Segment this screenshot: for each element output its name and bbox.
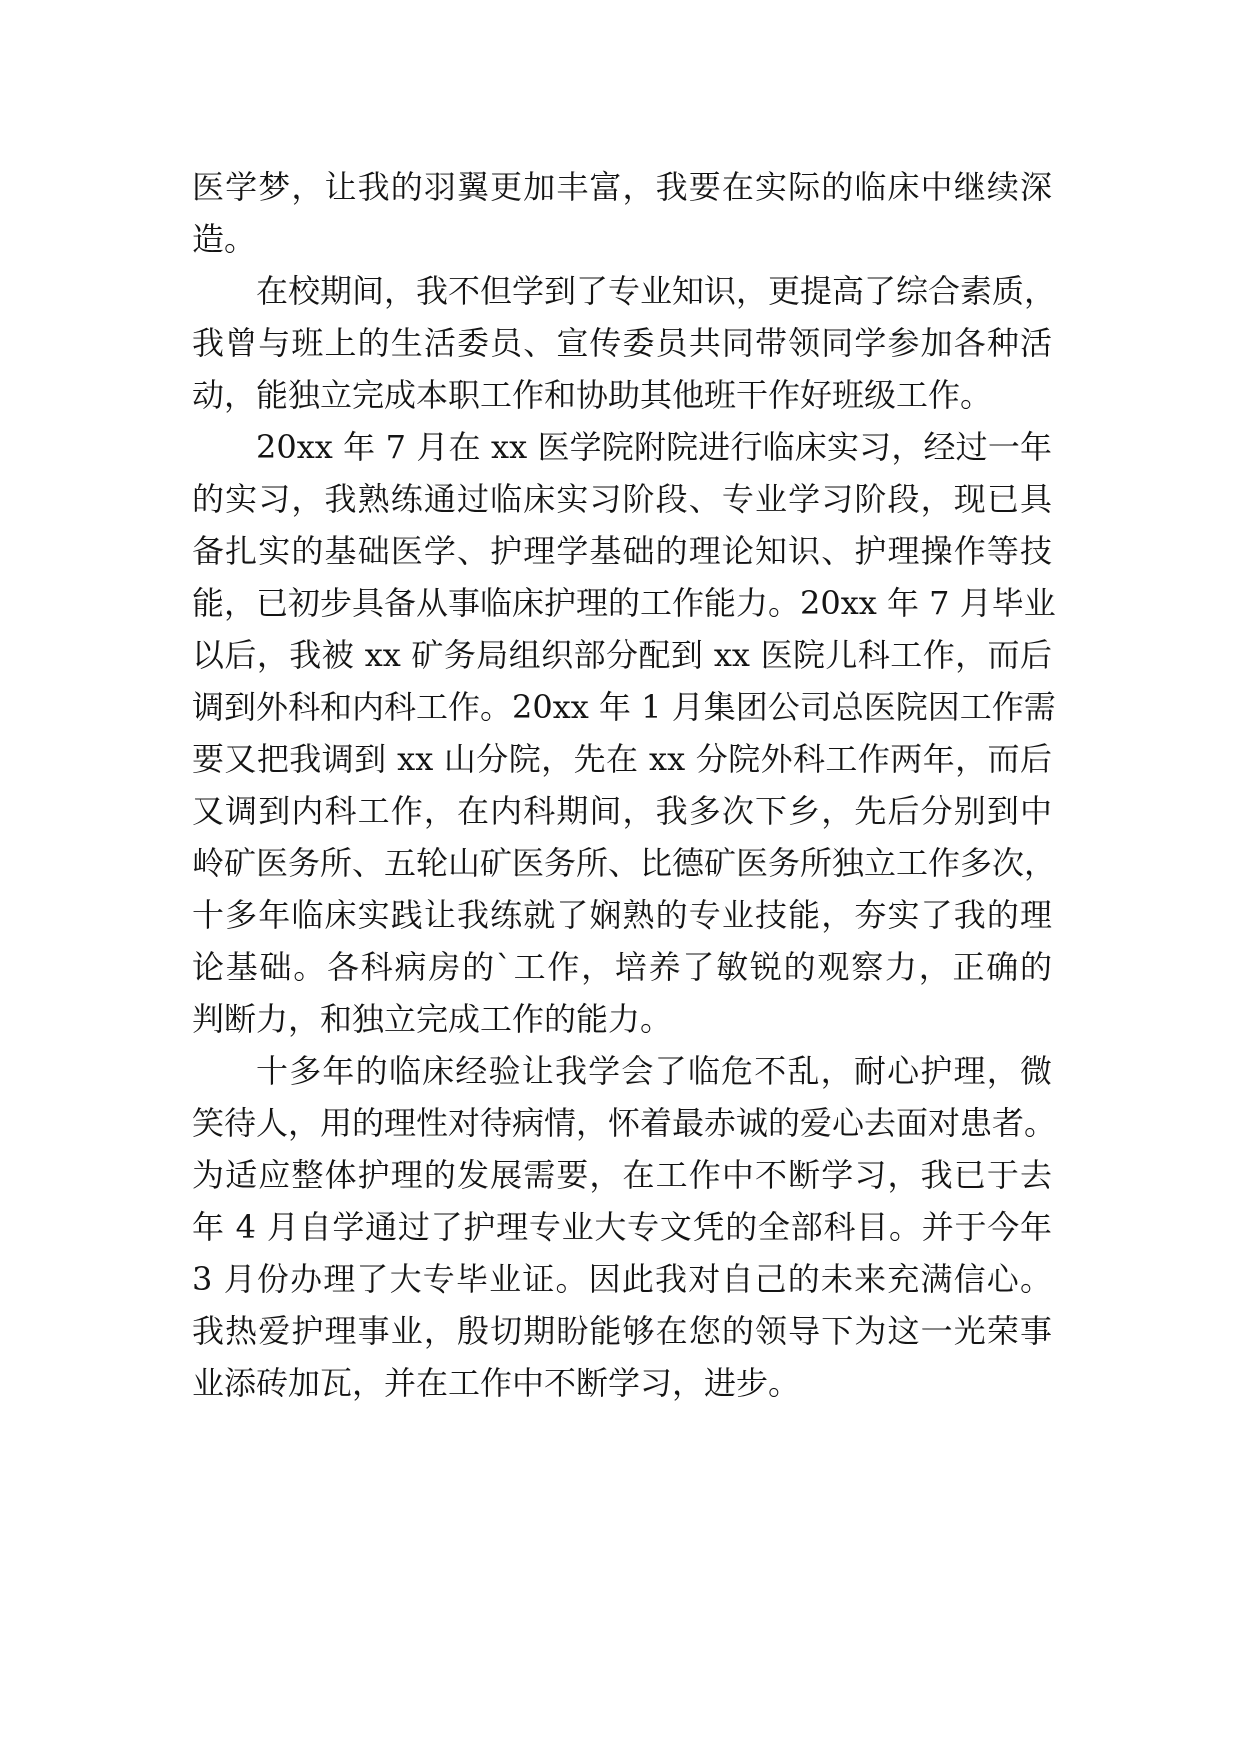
text-line: 我曾与班上的生活委员、宣传委员共同带领同学参加各种活 (192, 324, 1052, 362)
text-line: 判断力，和独立完成工作的能力。 (192, 1000, 673, 1038)
text-line: 医学梦，让我的羽翼更加丰富，我要在实际的临床中继续深 (192, 168, 1052, 206)
paragraph-3 (192, 421, 1057, 1045)
text-line: 笑待人，用的理性对待病情，怀着最赤诚的爱心去面对患者。 (192, 1104, 1057, 1142)
document-body (192, 161, 1057, 1409)
text-line: 我热爱护理事业，殷切期盼能够在您的领导下为这一光荣事 (192, 1312, 1052, 1350)
text-line: 业添砖加瓦，并在工作中不断学习，进步。 (192, 1364, 801, 1402)
text-line: 造。 (192, 220, 257, 258)
text-line: 要又把我调到 xx 山分院，先在 xx 分院外科工作两年，而后 (192, 740, 1052, 778)
text-line: 十多年的临床经验让我学会了临危不乱，耐心护理，微 (256, 1052, 1052, 1090)
text-line: 调到外科和内科工作。20xx 年 1 月集团公司总医院因工作需 (192, 688, 1056, 726)
paragraph-4 (192, 1045, 1057, 1409)
text-line: 备扎实的基础医学、护理学基础的理论知识、护理操作等技 (192, 532, 1052, 570)
text-line: 3 月份办理了大专毕业证。因此我对自己的未来充满信心。 (192, 1260, 1052, 1298)
text-line: 20xx 年 7 月在 xx 医学院附院进行临床实习，经过一年 (256, 428, 1052, 466)
text-line: 在校期间，我不但学到了专业知识，更提高了综合素质， (256, 272, 1057, 310)
text-line: 论基础。各科病房的`工作，培养了敏锐的观察力，正确的 (192, 948, 1052, 986)
text-line: 能，已初步具备从事临床护理的工作能力。20xx 年 7 月毕业 (192, 584, 1056, 622)
text-line: 十多年临床实践让我练就了娴熟的专业技能，夯实了我的理 (192, 896, 1052, 934)
text-line: 的实习，我熟练通过临床实习阶段、专业学习阶段，现已具 (192, 480, 1052, 518)
text-line: 动，能独立完成本职工作和协助其他班干作好班级工作。 (192, 376, 993, 414)
text-line: 为适应整体护理的发展需要，在工作中不断学习，我已于去 (192, 1156, 1052, 1194)
text-line: 年 4 月自学通过了护理专业大专文凭的全部科目。并于今年 (192, 1208, 1052, 1246)
text-line: 又调到内科工作，在内科期间，我多次下乡，先后分别到中 (192, 792, 1052, 830)
text-line: 以后，我被 xx 矿务局组织部分配到 xx 医院儿科工作，而后 (192, 636, 1052, 674)
paragraph-2 (192, 265, 1057, 421)
text-line: 岭矿医务所、五轮山矿医务所、比德矿医务所独立工作多次， (192, 844, 1057, 882)
paragraph-1 (192, 161, 1052, 265)
